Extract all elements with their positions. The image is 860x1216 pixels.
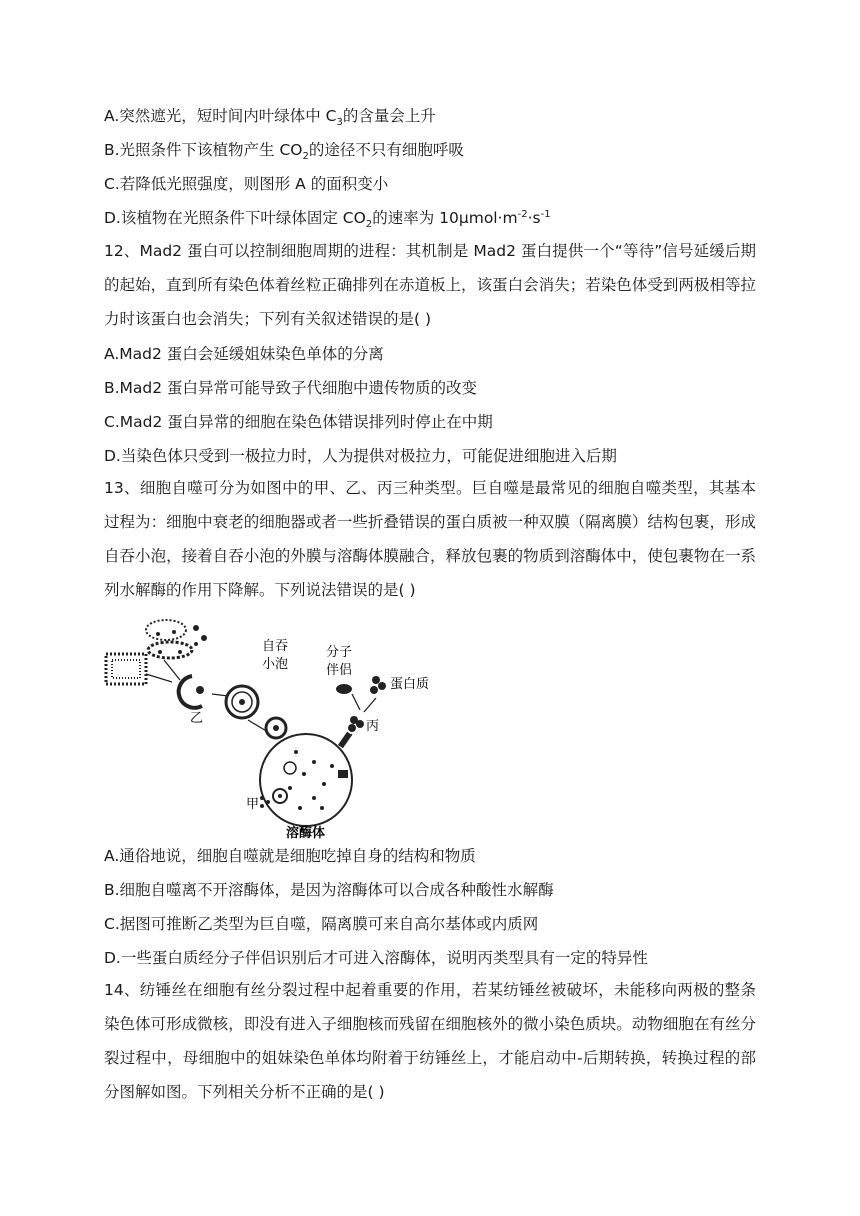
q11-option-a-text: A.突然遮光，短时间内叶绿体中 C: [104, 107, 337, 125]
chaperone-icon: [336, 684, 352, 694]
hydrolase-dots: [288, 750, 334, 810]
q11-option-a: [104, 106, 436, 129]
label-autophagosome-line1: 自吞: [262, 639, 289, 654]
arrow: [352, 694, 360, 710]
subscript: 3: [336, 117, 343, 129]
protein-icon: [370, 676, 386, 694]
q11-option-d-text-mid2: ·s: [527, 209, 541, 227]
lysosome-icon: [260, 734, 352, 826]
q13-stem: 13、细胞自噬可分为如图中的甲、乙、丙三种类型。巨自噬是最常见的细胞自噬类型，其基本过程为：细胞中衰老的细胞器或者一些折叠错误的蛋白质被一种双膜（隔离膜）结构包裹，形成自吞小泡，接着自吞小泡的外膜与溶酶体膜融合，释放包裹的物质到溶酶体中，使包裹物在一系列水解酶的作用下降解。下列说法错误的是( ): [104, 479, 756, 599]
subscript: 2: [302, 151, 309, 163]
lysosome-transporter-icon: [338, 770, 348, 778]
label-protein: 蛋白质: [390, 677, 430, 692]
q11-option-c: C.若降低光照强度，则图形 A 的面积变小: [104, 175, 389, 193]
arrow: [146, 674, 172, 682]
q12-option-a: A.Mad2 蛋白会延缓姐妹染色单体的分离: [104, 345, 384, 363]
superscript: -2: [517, 208, 528, 220]
q12-stem: 12、Mad2 蛋白可以控制细胞周期的进程：其机制是 Mad2 蛋白提供一个“等待”信号延缓后期的起始，直到所有染色体着丝粒正确排列在赤道板上，该蛋白会消失；若染色体受到两极相等拉力时该蛋白也会消失；下列有关叙述错误的是( ): [104, 242, 756, 328]
q12-option-d: D.当染色体只受到一极拉力时，人为提供对极拉力，可能促进细胞进入后期: [104, 447, 617, 465]
label-yi: 乙: [190, 711, 204, 726]
q11-option-d: [104, 208, 551, 231]
organelle-cluster-icon: [146, 620, 207, 658]
q13-option-c: C.据图可推断乙类型为巨自噬，隔离膜可来自高尔基体或内质网: [104, 915, 539, 933]
arrow: [364, 698, 376, 712]
q13-option-a: A.通俗地说，细胞自噬就是细胞吃掉自身的结构和物质: [104, 847, 476, 865]
q12-option-b: B.Mad2 蛋白异常可能导致子代细胞中遗传物质的改变: [104, 379, 478, 397]
q14-stem: 14、纺锤丝在细胞有丝分裂过程中起着重要的作用，若某纺锤丝被破坏，未能移向两极的整条染色体可形成微核，即没有进入子细胞核而残留在细胞核外的微小染色质块。动物细胞在有丝分裂过程中，母细胞中的姐妹染色单体均附着于纺锤丝上，才能启动中-后期转换，转换过程的部分图解如图。下列相关分析不正确的是( ): [104, 981, 756, 1101]
q11-option-b-text-end: 的途径不只有细胞呼吸: [308, 141, 464, 159]
label-bing: 丙: [366, 719, 380, 734]
q11-option-a-text-end: 的含量会上升: [342, 107, 436, 125]
autophagy-figure: [100, 612, 430, 842]
label-jia: 甲: [246, 797, 260, 812]
label-chaperone-line2: 伴侣: [326, 663, 353, 678]
chaperone-protein-complex-icon: [348, 716, 364, 732]
q13-option-b: B.细胞自噬离不开溶酶体，是因为溶酶体可以合成各种酸性水解酶: [104, 881, 554, 899]
arrow: [164, 660, 180, 680]
arrow: [212, 694, 228, 696]
q11-option-d-text-mid: 的速率为 10μmol·m: [372, 209, 518, 227]
subscript: 2: [365, 219, 373, 231]
lamp2a-receptor-icon: [338, 732, 352, 749]
label-chaperone-line1: 分子: [326, 645, 353, 660]
q13-option-d: D.一些蛋白质经分子伴侣识别后才可进入溶酶体，说明丙类型具有一定的特异性: [104, 949, 648, 967]
q11-option-b-text: B.光照条件下该植物产生 CO: [104, 141, 303, 159]
q12-option-c: C.Mad2 蛋白异常的细胞在染色体错误排列时停止在中期: [104, 413, 493, 431]
q11-option-d-text: D.该植物在光照条件下叶绿体固定 CO: [104, 209, 366, 227]
protein-aggregate-icon: [106, 654, 146, 684]
label-lysosome: 溶酶体: [286, 826, 326, 841]
superscript: -1: [540, 208, 551, 220]
label-autophagosome-line2: 小泡: [262, 657, 289, 672]
q11-option-b: [104, 140, 464, 163]
